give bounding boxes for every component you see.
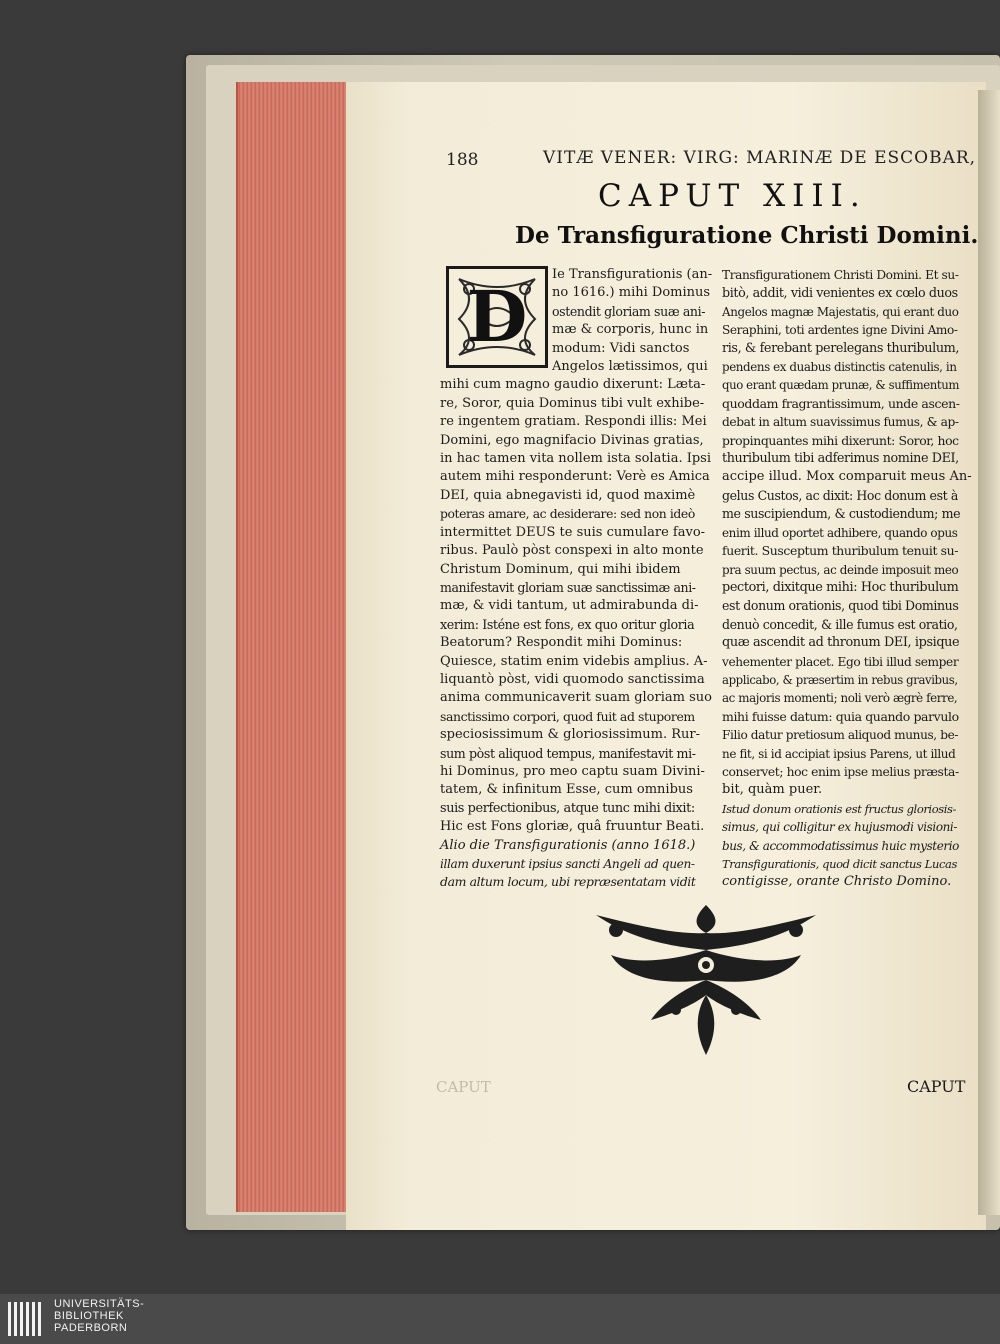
text-line: Beatorum? Respondit mihi Dominus: [440, 635, 683, 651]
text-line: Istud donum orationis est fructus gloriosis- [722, 801, 956, 816]
text-line: ribus. Paulò pòst conspexi in alto monte [440, 543, 704, 559]
text-line: Domini, ego magnifacio Divinas gratias, [440, 432, 704, 448]
running-head: VITÆ VENER: VIRG: MARINÆ DE ESCOBAR, [543, 148, 977, 168]
text-line: contigisse, orante Christo Domino. [722, 874, 952, 890]
text-line: intermittet DEUS te suis cumulare favo- [440, 524, 706, 540]
text-line: bit, quàm puer. [722, 782, 823, 798]
text-line: liquantò pòst, vidi quomodo sanctissima [440, 671, 705, 687]
text-line: in hac tamen vita nollem ista solatia. Ipsi [440, 451, 712, 467]
text-line: ne fit, si id accipiat ipsius Parens, ut illud [722, 746, 956, 761]
text-line: accipe illud. Mox comparuit meus An- [722, 469, 972, 485]
text-line: propinquantes mihi dixerunt: Soror, hoc [722, 432, 959, 448]
text-line: anima communicaverit suam gloriam suo [440, 690, 712, 706]
text-line: conservet; hoc enim ipse melius præsta- [722, 764, 959, 779]
text-line: xerim: Isténe est fons, ex quo oritur gloria [440, 616, 695, 632]
text-line: Christum Dominum, qui mihi ibidem [440, 561, 681, 577]
text-line: Seraphini, toti ardentes igne Divini Amo- [722, 323, 958, 338]
text-line: est donum orationis, quod tibi Dominus [722, 598, 959, 614]
text-line: pra suum pectus, ac deinde imposuit meo [722, 562, 959, 577]
library-name-line1: UNIVERSITÄTS- [54, 1298, 145, 1310]
text-line: fuerit. Susceptum thuribulum tenuit su- [722, 543, 959, 559]
text-line: me suscipiendum, & custodiendum; me [722, 506, 961, 522]
text-line: simus, qui colligitur ex hujusmodi visioni- [722, 820, 957, 835]
text-line: bitò, addit, vidi venientes ex cœlo duos [722, 285, 958, 301]
text-line: ostendit gloriam suæ ani- [552, 303, 706, 319]
text-line: ris, & ferebant perelegans thuribulum, [722, 340, 960, 356]
text-line: hi Dominus, pro meo captu suam Divini- [440, 763, 705, 779]
text-line: mihi cum magno gaudio dixerunt: Læta- [440, 377, 706, 393]
library-logo-icon [6, 1300, 46, 1338]
text-line: Transfigurationem Christi Domini. Et su- [722, 268, 959, 282]
text-line: Filio datur pretiosum aliquod munus, be- [722, 728, 959, 743]
text-line: ac majoris momenti; noli verò ægrè ferre, [722, 691, 958, 706]
text-line: Transfigurationis, quod dicit sanctus Lucas [722, 857, 957, 871]
page-edges [236, 82, 350, 1212]
text-line: sanctissimo corpori, quod fuit ad stuporem [440, 708, 695, 724]
text-line: DEI, quia abnegavisti id, quod maximè [440, 487, 696, 503]
chapter-subtitle: De Transfiguratione Christi Domini. [515, 222, 979, 249]
text-line: re ingentem gratiam. Respondi illis: Mei [440, 414, 707, 430]
text-line: Hic est Fons gloriæ, quâ fruuntur Beati. [440, 819, 705, 835]
catchword: CAPUT [907, 1077, 966, 1096]
fleuron-ornament-icon [556, 895, 856, 1065]
catchword-showthrough: CAPUT [436, 1078, 491, 1096]
text-line: debat in altum suavissimus fumus, & ap- [722, 415, 959, 430]
text-line: dam altum locum, ubi repræsentatam vidit [440, 874, 696, 890]
library-name [54, 1298, 144, 1334]
text-line: mæ & corporis, hunc in [552, 322, 709, 338]
library-name-line3: PADERBORN [54, 1322, 128, 1334]
text-line: speciosissimum & gloriosissimum. Rur- [440, 727, 701, 743]
text-line: mæ, & vidi tantum, ut admirabunda di- [440, 598, 699, 614]
library-footer [0, 1294, 1000, 1344]
right-text-column [722, 266, 974, 892]
page-number: 188 [446, 150, 479, 170]
text-line: Angelos lætissimos, qui [552, 359, 708, 375]
text-line: suis perfectionibus, atque tunc mihi dixit: [440, 800, 695, 816]
text-line: vehementer placet. Ego tibi illud semper [722, 654, 959, 669]
text-line: Angelos magnæ Majestatis, qui erant duo [722, 304, 959, 319]
text-line: modum: Vidi sanctos [552, 340, 690, 356]
text-line: Quiesce, statim enim videbis amplius. A- [440, 653, 708, 669]
text-line: thuribulum tibi adferimus nomine DEI, [722, 451, 959, 467]
text-line: Ie Transfigurationis (an- [552, 267, 713, 282]
text-line: tatem, & infinitum Esse, cum omnibus [440, 782, 693, 798]
text-line: illam duxerunt ipsius sancti Angeli ad quen- [440, 857, 695, 871]
text-line: Alio die Transfigurationis (anno 1618.) [440, 837, 696, 853]
text-line: denuò concedit, & ille fumus est oratio, [722, 616, 958, 632]
text-line: no 1616.) mihi Dominus [552, 285, 711, 301]
drop-cap-letter: D [466, 275, 528, 358]
text-line: applicabo, & præsertim in rebus gravibus, [722, 672, 958, 687]
text-line: manifestavit gloriam suæ sanctissimæ ani- [440, 579, 696, 595]
text-line: re, Soror, quia Dominus tibi vult exhibe- [440, 395, 705, 411]
facing-page-edge [978, 90, 1000, 1215]
text-line: sum pòst aliquod tempus, manifestavit mi- [440, 745, 696, 761]
text-line: quæ ascendit ad thronum DEI, ipsique [722, 635, 960, 651]
text-line: quoddam fragrantissimum, unde ascen- [722, 395, 960, 411]
text-line: enim illud oportet adhibere, quando opus [722, 525, 958, 540]
text-line: poteras amare, ac desiderare: sed non ideò [440, 507, 695, 522]
text-line: bus, & accommodatissimus huic mysterio [722, 838, 959, 853]
text-line: pendens ex duabus distinctis catenulis, in [722, 360, 957, 375]
text-line: autem mihi responderunt: Verè es Amica [440, 469, 710, 485]
library-name-line2: BIBLIOTHEK [54, 1310, 124, 1322]
text-line: quo erant quædam prunæ, & suffimentum [722, 378, 960, 393]
text-line: gelus Custos, ac dixit: Hoc donum est à [722, 487, 958, 503]
text-line: pectori, dixitque mihi: Hoc thuribulum [722, 579, 959, 595]
text-line: mihi fuisse datum: quia quando parvulo [722, 708, 959, 724]
chapter-title: CAPUT XIII. [598, 178, 867, 214]
left-text-column [440, 266, 712, 892]
